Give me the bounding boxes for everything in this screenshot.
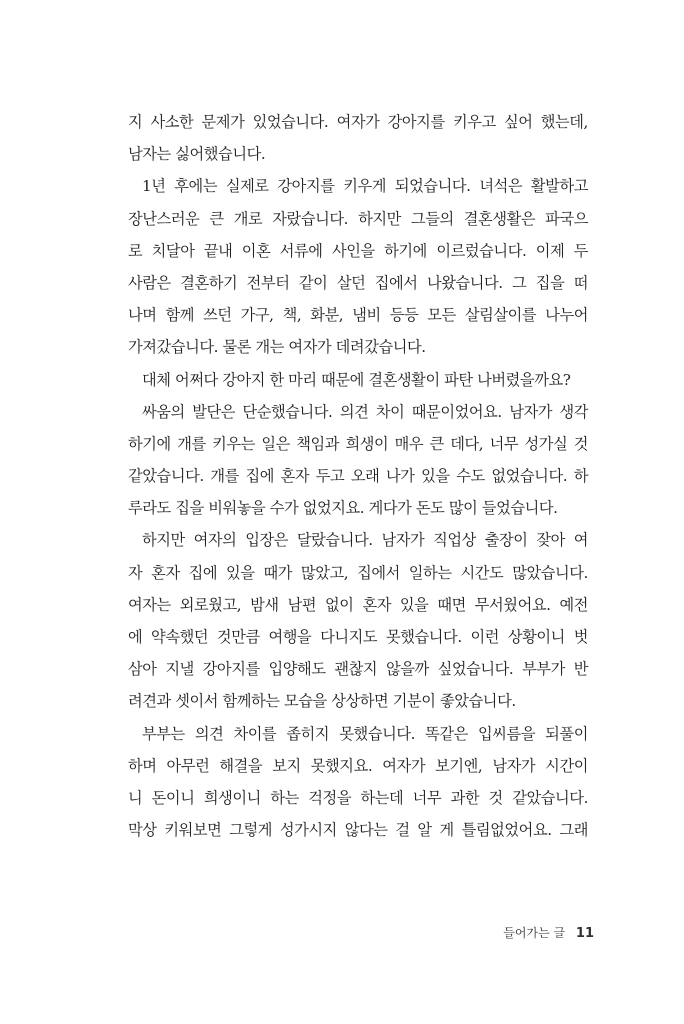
text-line: 장난스러운 큰 개로 자랐습니다. 하지만 그들의 결혼생활은 파국으 bbox=[128, 209, 588, 228]
text-line: 부부는 의견 차이를 좁히지 못했습니다. 똑같은 입씨름을 되풀이 bbox=[142, 724, 588, 743]
text-line: 대체 어쩌다 강아지 한 마리 때문에 결혼생활이 파탄 나버렸을까요? bbox=[142, 370, 571, 389]
text-line: 하지만 여자의 입장은 달랐습니다. 남자가 직업상 출장이 잦아 여 bbox=[142, 531, 588, 550]
text-line: 가져갔습니다. 물론 개는 여자가 데려갔습니다. bbox=[128, 338, 426, 357]
text-line: 려견과 셋이서 함께하는 모습을 상상하면 기분이 좋았습니다. bbox=[128, 692, 516, 711]
text-line: 하기에 개를 키우는 일은 책임과 희생이 매우 큰 데다, 너무 성가실 것 bbox=[128, 434, 588, 453]
text-line: 여자는 외로웠고, 밤새 남편 없이 혼자 있을 때면 무서웠어요. 예전 bbox=[128, 595, 588, 614]
running-footer-section-title: 들어가는 글 bbox=[503, 926, 566, 940]
text-line: 에 약속했던 것만큼 여행을 다니지도 못했습니다. 이런 상황이니 벗 bbox=[128, 628, 588, 646]
text-line: 하며 아무런 해결을 보지 못했지요. 여자가 보기엔, 남자가 시간이 bbox=[128, 756, 588, 775]
text-line: 로 치달아 끝내 이혼 서류에 사인을 하기에 이르렀습니다. 이제 두 bbox=[128, 241, 588, 260]
text-line: 루라도 집을 비워놓을 수가 없었지요. 게다가 돈도 많이 들었습니다. bbox=[128, 499, 558, 518]
text-line: 남자는 싫어했습니다. bbox=[128, 145, 266, 164]
text-line: 막상 키워보면 그렇게 성가시지 않다는 걸 알 게 틀림없었어요. 그래 bbox=[128, 821, 588, 840]
text-line: 사람은 결혼하기 전부터 같이 살던 집에서 나왔습니다. 그 집을 떠 bbox=[128, 273, 588, 292]
text-line: 1년 후에는 실제로 강아지를 키우게 되었습니다. 녀석은 활발하고 bbox=[142, 177, 588, 196]
body-text bbox=[128, 106, 588, 846]
text-line: 자 혼자 집에 있을 때가 많았고, 집에서 일하는 시간도 많았습니다. bbox=[128, 563, 588, 582]
page-number: 11 bbox=[575, 926, 594, 941]
text-line: 같았습니다. 개를 집에 혼자 두고 오래 나가 있을 수도 없었습니다. 하 bbox=[128, 467, 588, 486]
text-line: 지 사소한 문제가 있었습니다. 여자가 강아지를 키우고 싶어 했는데, bbox=[128, 113, 588, 131]
page-footer bbox=[503, 924, 594, 941]
text-line: 나며 함께 쓰던 가구, 책, 화분, 냄비 등등 모든 살림살이를 나누어 bbox=[128, 306, 588, 325]
text-line: 니 돈이니 희생이니 하는 걱정을 하는데 너무 과한 것 같았습니다. bbox=[128, 788, 588, 807]
text-line: 삼아 지낼 강아지를 입양해도 괜찮지 않을까 싶었습니다. 부부가 반 bbox=[128, 660, 588, 679]
text-line: 싸움의 발단은 단순했습니다. 의견 차이 때문이었어요. 남자가 생각 bbox=[142, 402, 588, 421]
